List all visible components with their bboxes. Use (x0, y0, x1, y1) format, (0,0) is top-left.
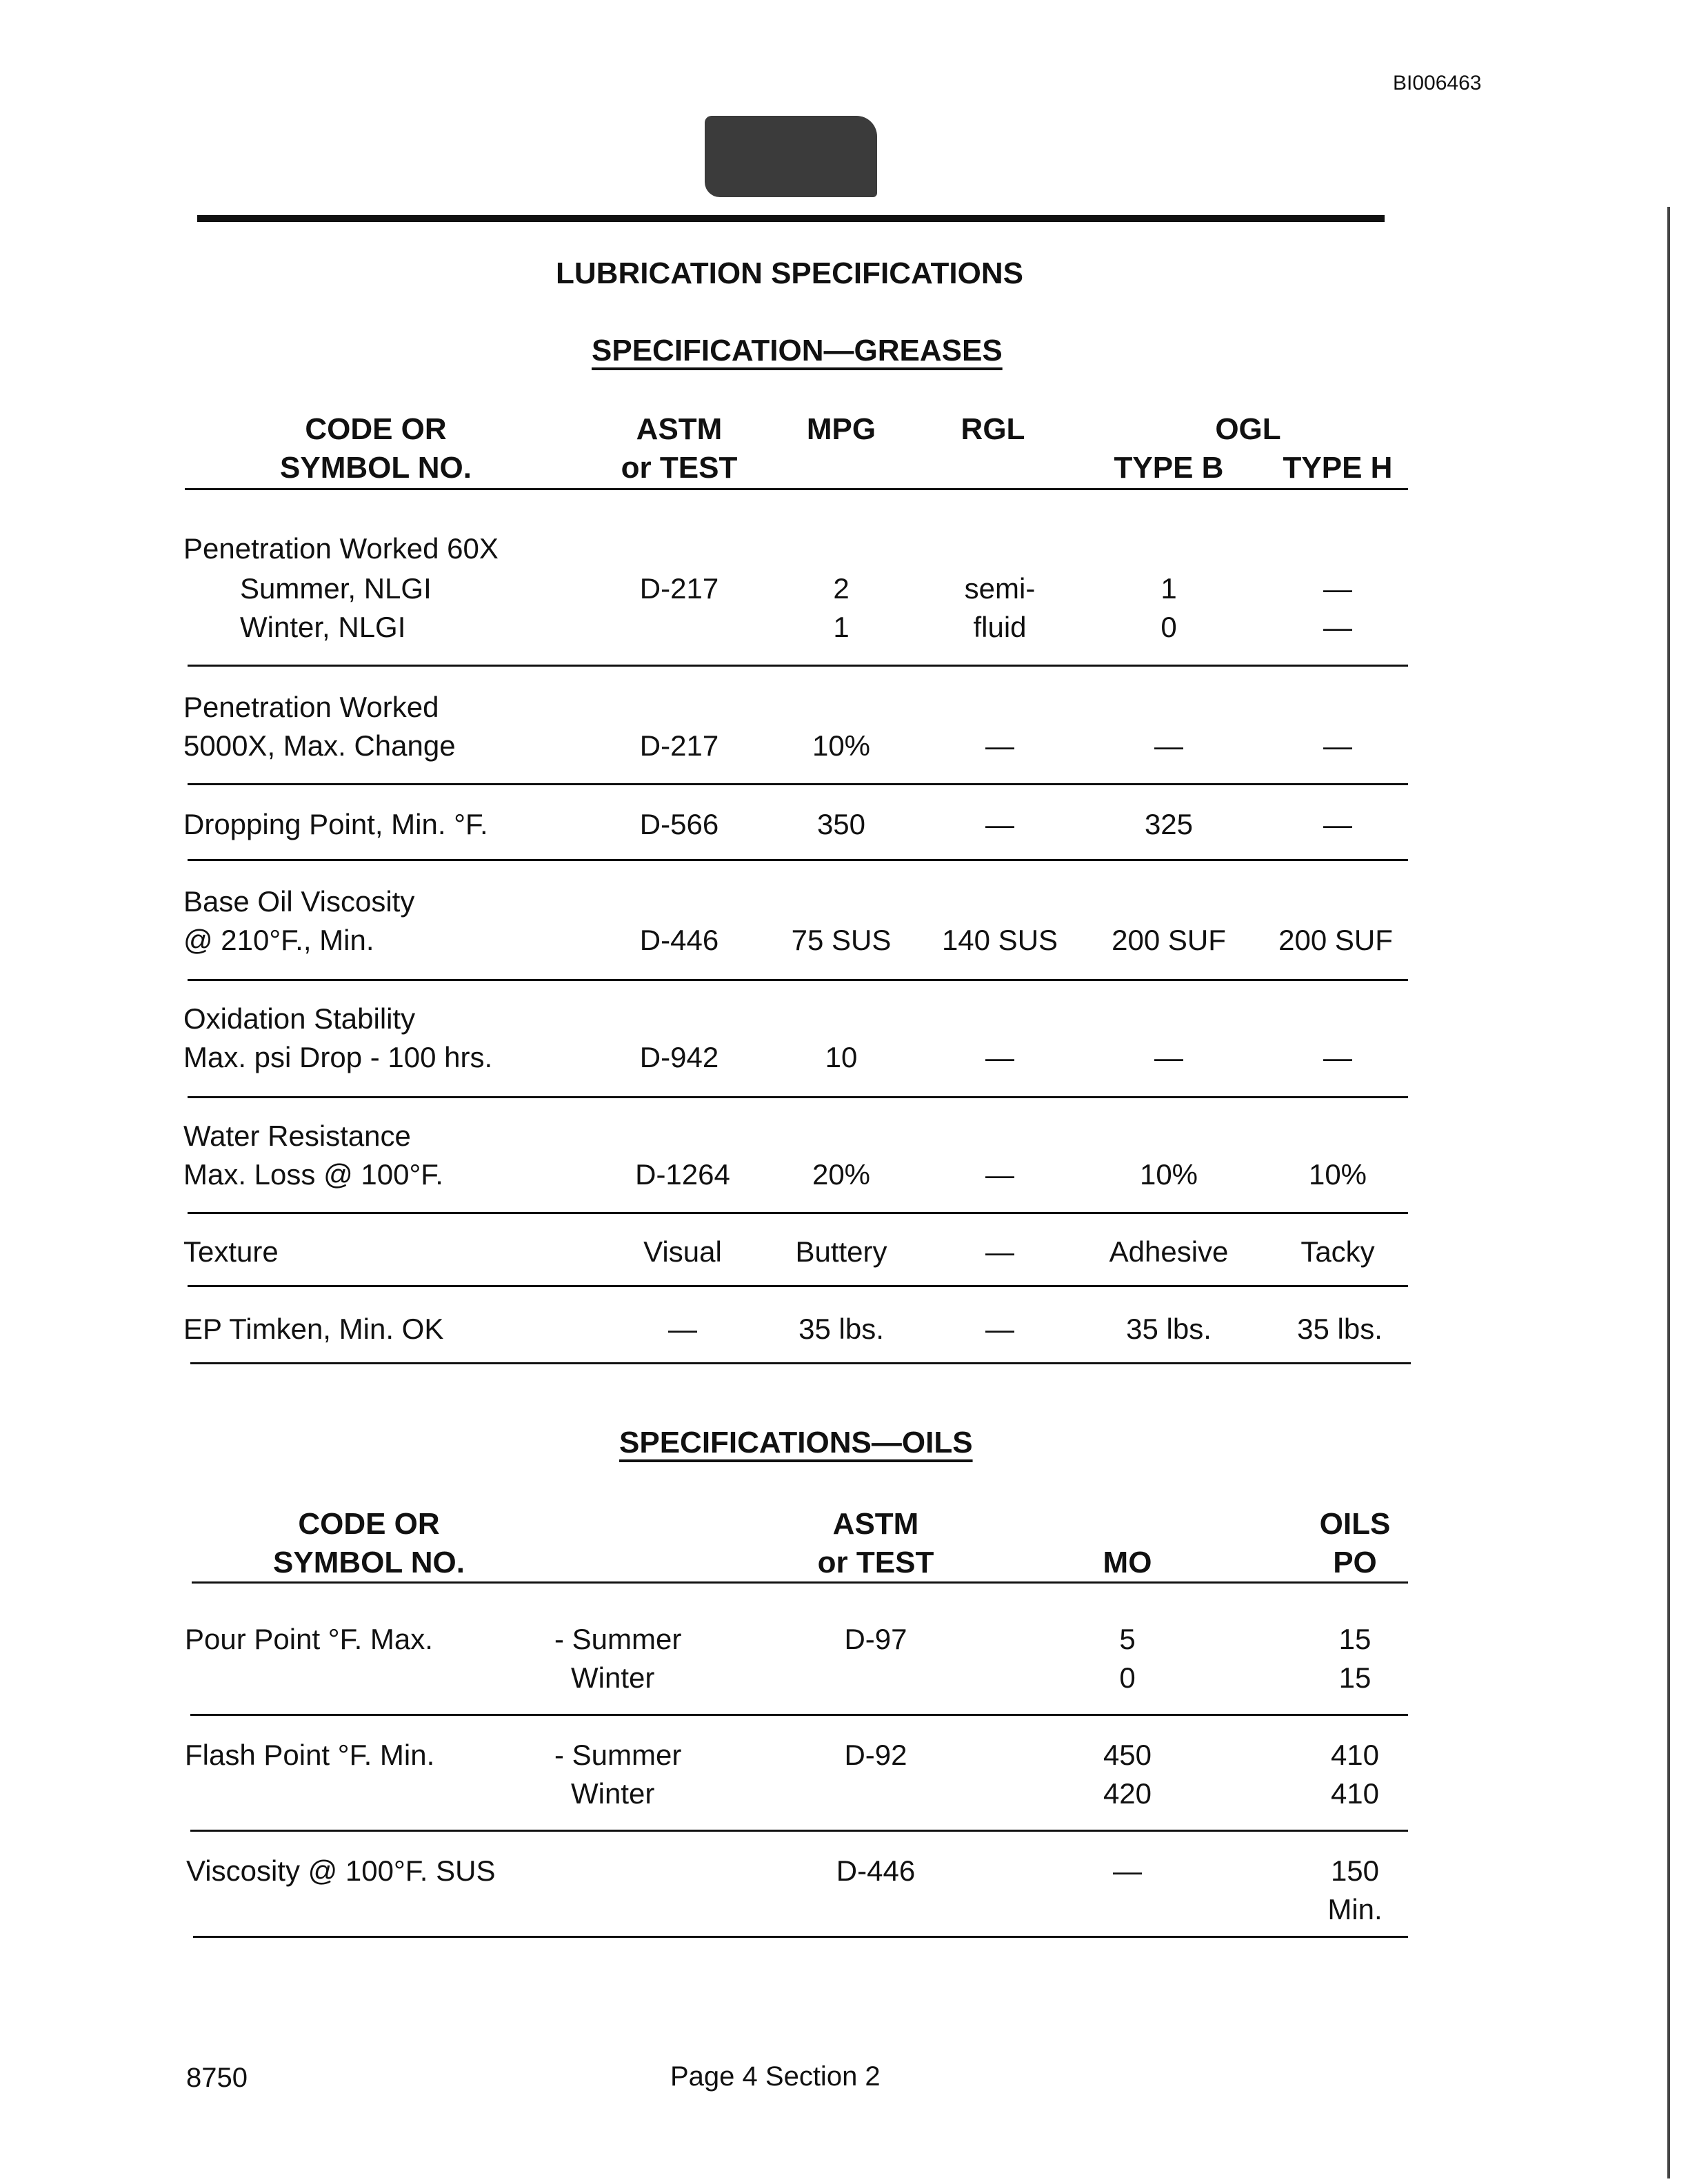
greases-header-astm-2: or TEST (621, 451, 738, 485)
row-label: Penetration Worked 60X (183, 532, 499, 565)
type-b-cell: 325 (1144, 808, 1194, 840)
row-label: Dropping Point, Min. °F. (183, 808, 488, 840)
footer-form-number: 8750 (186, 2063, 248, 2093)
row-label: Pour Point °F. Max. (185, 1623, 433, 1655)
greases-header-type-b: TYPE B (1114, 451, 1224, 485)
greases-header-rgl: RGL (961, 412, 1025, 446)
astm-cell: D-446 (836, 1854, 916, 1887)
scan-edge (1667, 207, 1670, 2178)
rgl-cell: fluid (973, 611, 1027, 643)
header-rule (197, 215, 1385, 222)
row-label: Viscosity @ 100°F. SUS (186, 1854, 496, 1887)
mo-cell: 450 (1103, 1739, 1152, 1771)
row-label: Texture (183, 1235, 279, 1268)
rgl-cell: — (985, 1313, 1014, 1345)
astm-cell: Visual (643, 1235, 722, 1268)
mpg-cell: 10% (812, 729, 871, 762)
type-h-cell: — (1323, 808, 1352, 840)
po-cell: 15 (1338, 1623, 1372, 1655)
row-label: Winter, NLGI (240, 611, 406, 643)
greases-header-mpg: MPG (806, 412, 876, 446)
row-label: Penetration Worked (183, 691, 439, 723)
row-label: Base Oil Viscosity (183, 885, 415, 918)
type-h-cell: — (1323, 1041, 1352, 1073)
greases-header-code-2: SYMBOL NO. (280, 451, 472, 485)
mpg-cell: 10 (825, 1041, 858, 1073)
mpg-cell: 1 (833, 611, 850, 643)
mpg-cell: 75 SUS (791, 924, 892, 956)
astm-cell: — (668, 1313, 697, 1345)
oils-header-code-1: CODE OR (298, 1507, 440, 1541)
type-b-cell: 10% (1139, 1158, 1198, 1191)
astm-cell: D-97 (844, 1623, 907, 1655)
rgl-cell: semi- (964, 572, 1036, 605)
type-b-cell: 0 (1160, 611, 1177, 643)
po-cell: 15 (1338, 1661, 1372, 1694)
row-label: Flash Point °F. Min. (185, 1739, 435, 1771)
greases-section-title: SPECIFICATION—GREASES (592, 334, 1003, 367)
mo-cell: 420 (1103, 1777, 1152, 1810)
row-label: Summer, NLGI (240, 572, 432, 605)
astm-cell: D-942 (639, 1041, 719, 1073)
greases-header-type-h: TYPE H (1283, 451, 1393, 485)
row-label: Max. psi Drop - 100 hrs. (183, 1041, 493, 1073)
row-divider (190, 1830, 1408, 1832)
mpg-cell: 35 lbs. (798, 1313, 884, 1345)
mo-cell: 5 (1119, 1623, 1136, 1655)
row-divider (188, 665, 1408, 667)
type-h-cell: — (1323, 611, 1352, 643)
type-h-cell: 10% (1308, 1158, 1367, 1191)
row-divider (188, 1285, 1408, 1287)
row-label: Oxidation Stability (183, 1002, 416, 1035)
oils-header-po: PO (1333, 1546, 1377, 1579)
oils-header-astm-2: or TEST (817, 1546, 934, 1579)
type-b-cell: — (1154, 1041, 1183, 1073)
row-divider (188, 859, 1408, 861)
astm-cell: D-1264 (635, 1158, 730, 1191)
footer-page-label: Page 4 Section 2 (670, 2061, 881, 2092)
greases-header-code-1: CODE OR (305, 412, 447, 446)
row-divider (188, 979, 1408, 981)
document-id: BI006463 (1393, 72, 1482, 94)
type-b-cell: Adhesive (1109, 1235, 1229, 1268)
mpg-cell: Buttery (795, 1235, 887, 1268)
po-cell: 410 (1330, 1739, 1380, 1771)
type-h-cell: Tacky (1300, 1235, 1375, 1268)
oils-header-astm-1: ASTM (832, 1507, 919, 1541)
mpg-cell: 20% (812, 1158, 871, 1191)
type-h-cell: — (1323, 729, 1352, 762)
astm-cell: D-217 (639, 572, 719, 605)
greases-header-ogl: OGL (1215, 412, 1281, 446)
rgl-cell: — (985, 1235, 1014, 1268)
type-b-cell: 35 lbs. (1126, 1313, 1212, 1345)
astm-cell: D-92 (844, 1739, 907, 1771)
mpg-cell: 350 (816, 808, 866, 840)
mpg-cell: 2 (833, 572, 850, 605)
oils-header-rule (192, 1581, 1408, 1584)
type-h-cell: 35 lbs. (1297, 1313, 1383, 1345)
row-divider (190, 1714, 1408, 1716)
greases-bottom-rule (190, 1362, 1411, 1364)
rgl-cell: — (985, 808, 1014, 840)
mo-cell: 0 (1119, 1661, 1136, 1694)
oils-header-oils: OILS (1319, 1507, 1391, 1541)
greases-header-rule (185, 488, 1408, 490)
page-title: LUBRICATION SPECIFICATIONS (556, 256, 1023, 290)
po-cell: Min. (1327, 1893, 1383, 1925)
mo-cell: — (1113, 1854, 1142, 1887)
type-b-cell: 200 SUF (1112, 924, 1226, 956)
rgl-cell: — (985, 1041, 1014, 1073)
oils-bottom-rule (193, 1936, 1408, 1938)
company-logo (705, 116, 877, 197)
type-h-cell: — (1323, 572, 1352, 605)
row-divider (188, 1212, 1408, 1214)
type-b-cell: — (1154, 729, 1183, 762)
astm-cell: D-446 (639, 924, 719, 956)
row-divider (188, 1096, 1408, 1098)
rgl-cell: — (985, 729, 1014, 762)
oils-header-mo: MO (1103, 1546, 1152, 1579)
row-label: Water Resistance (183, 1120, 411, 1152)
season-cell: Winter (571, 1661, 655, 1694)
row-divider (188, 783, 1408, 785)
astm-cell: D-566 (639, 808, 719, 840)
type-b-cell: 1 (1160, 572, 1177, 605)
season-cell: - Summer (554, 1739, 682, 1771)
po-cell: 410 (1330, 1777, 1380, 1810)
rgl-cell: 140 SUS (941, 924, 1058, 956)
rgl-cell: — (985, 1158, 1014, 1191)
astm-cell: D-217 (639, 729, 719, 762)
row-label: EP Timken, Min. OK (183, 1313, 444, 1345)
row-label: Max. Loss @ 100°F. (183, 1158, 443, 1191)
po-cell: 150 (1330, 1854, 1380, 1887)
oils-section-title: SPECIFICATIONS—OILS (619, 1426, 973, 1459)
type-h-cell: 200 SUF (1278, 924, 1393, 956)
season-cell: - Summer (554, 1623, 682, 1655)
season-cell: Winter (571, 1777, 655, 1810)
row-label: @ 210°F., Min. (183, 924, 374, 956)
greases-header-astm-1: ASTM (636, 412, 723, 446)
oils-header-code-2: SYMBOL NO. (273, 1546, 465, 1579)
row-label: 5000X, Max. Change (183, 729, 456, 762)
